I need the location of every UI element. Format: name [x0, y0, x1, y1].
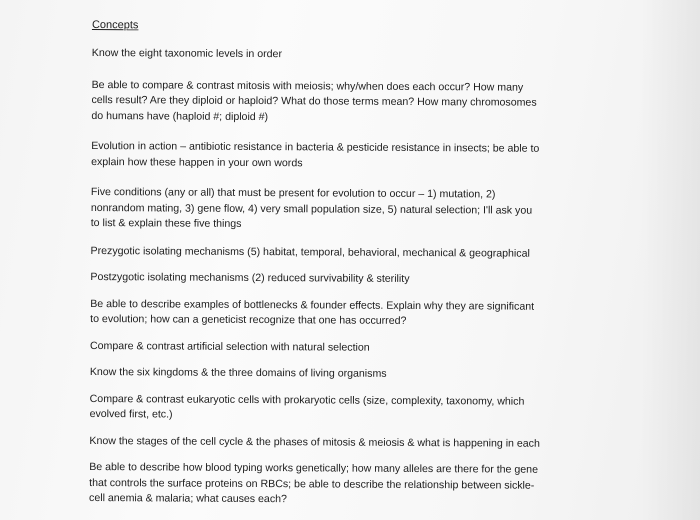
text-line: Be able to describe examples of bottlenecks & founder effects. Explain why they are significant — [90, 297, 535, 313]
text-line: evolved first, etc.) — [89, 407, 173, 421]
text-line: Compare & contrast eukaryotic cells with prokaryotic cells (size, complexity, taxonomy, which — [89, 392, 525, 408]
concept-item-evolution-in-action — [91, 139, 651, 173]
concept-item-bottlenecks — [90, 296, 650, 330]
text-line: cells result? Are they diploid or haploid? What do those terms mean? How many chromosomes — [91, 93, 537, 109]
concept-item-mitosis-meiosis — [91, 77, 651, 127]
text-line: Know the stages of the cell cycle & the phases of mitosis & meiosis & what is happening in each — [89, 434, 540, 450]
text-line: to evolution; how can a geneticist recognize that one has occurred? — [90, 312, 407, 327]
concept-item-postzygotic — [90, 270, 650, 289]
text-line: Evolution in action – antibiotic resistance in bacteria & pesticide resistance in insects; be able to — [91, 139, 540, 155]
text-line: Prezygotic isolating mechanisms (5) habitat, temporal, behavioral, mechanical & geographical — [90, 244, 530, 260]
text-line: to list & explain these five things — [90, 216, 242, 230]
concept-item-blood-typing — [89, 460, 649, 510]
concept-item-five-conditions — [91, 185, 651, 235]
text-line: cell anemia & malaria; what causes each? — [89, 491, 287, 506]
concepts-page — [89, 18, 652, 510]
text-line: Compare & contrast artificial selection with natural selection — [89, 339, 370, 354]
text-line: nonrandom mating, 3) gene flow, 4) very small population size, 5) natural selection; I'll ask you — [90, 201, 533, 217]
concept-item-prezygotic — [91, 243, 651, 262]
text-line: Five conditions (any or all) that must be present for evolution to occur – 1) mutation, 2) — [90, 185, 496, 201]
text-line: Be able to compare & contrast mitosis with meiosis; why/when does each occur? How many — [91, 78, 524, 94]
concept-item-cell-cycle — [89, 433, 649, 452]
text-line: Know the six kingdoms & the three domains of living organisms — [89, 365, 387, 380]
concept-item-taxonomic-levels — [92, 46, 652, 65]
text-line: Postzygotic isolating mechanisms (2) reduced survivability & sterility — [90, 270, 410, 285]
concept-item-artificial-selection — [90, 338, 650, 357]
concept-item-cell-types — [90, 391, 650, 425]
text-line: Know the eight taxonomic levels in order — [91, 46, 283, 61]
text-line: that controls the surface proteins on RBCs; be able to describe the relationship between sickle- — [89, 476, 535, 492]
text-line: explain how these happen in your own words — [91, 155, 303, 169]
concept-item-kingdoms-domains — [90, 365, 650, 384]
text-line: do humans have (haploid #; diploid #) — [91, 109, 269, 123]
page-title: Concepts — [91, 18, 139, 32]
text-line: Be able to describe how blood typing works genetically; how many alleles are there for the gene — [89, 460, 539, 476]
